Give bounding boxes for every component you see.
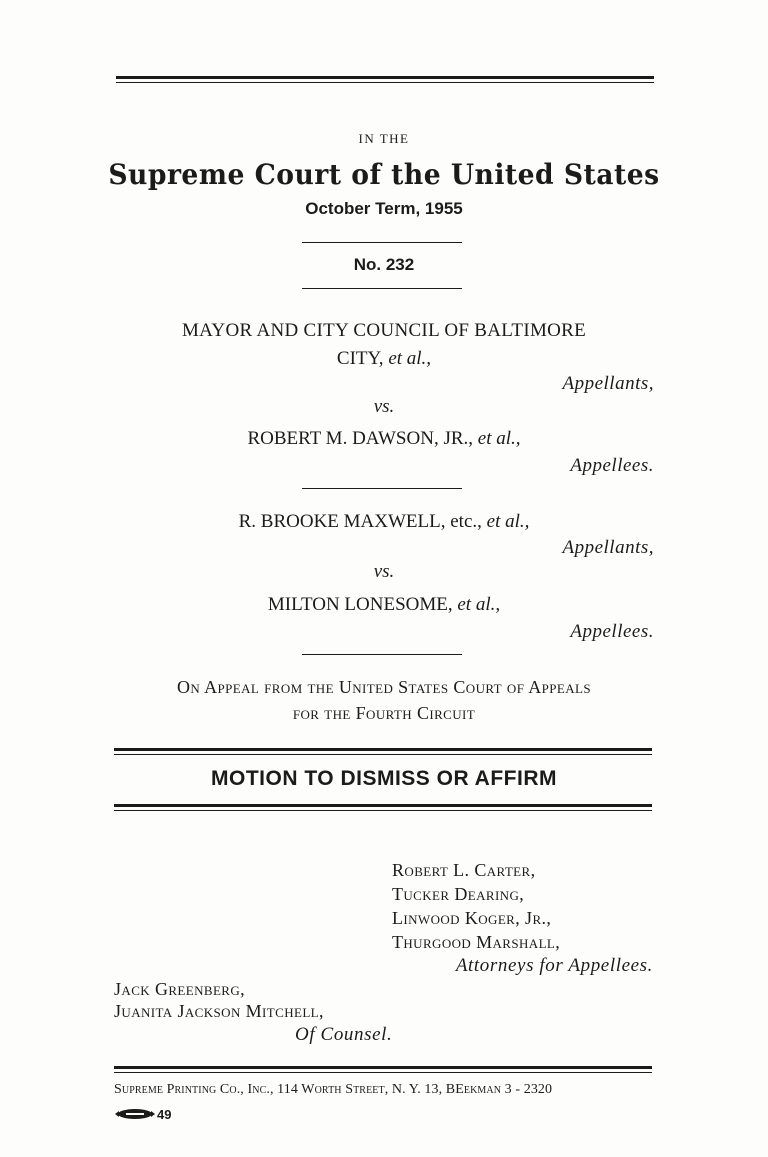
case-two-et-al-a: et al., xyxy=(486,511,530,532)
case-one-party-b: ROBERT M. DAWSON, JR., xyxy=(247,428,474,449)
attorneys-role: Attorneys for Appellees. xyxy=(455,955,653,976)
term: October Term, 1955 xyxy=(305,199,463,218)
title-top-double-rule xyxy=(114,748,652,755)
document-title: MOTION TO DISMISS OR AFFIRM xyxy=(211,767,557,790)
case-two-role-a: Appellants, xyxy=(562,537,654,558)
attorney-name-2: Tucker Dearing, xyxy=(392,884,525,904)
union-number: 49 xyxy=(157,1106,172,1122)
case-one-party-a-line1: MAYOR AND CITY COUNCIL OF BALTIMORE xyxy=(181,320,587,341)
appeal-line2: for the Fourth Circuit xyxy=(292,703,476,723)
appeal-line1: On Appeal from the United States Court of Appeals xyxy=(177,677,591,697)
case-two-vs: vs. xyxy=(373,561,395,582)
top-double-rule xyxy=(116,76,654,83)
printer-line: Supreme Printing Co., Inc., 114 Worth Street, N. Y. 13, BEekman 3 - 2320 xyxy=(114,1082,553,1097)
case-one-role-b: Appellees. xyxy=(570,455,654,476)
case-two-party-a: R. BROOKE MAXWELL, etc., xyxy=(238,511,482,532)
case-number: No. 232 xyxy=(353,255,415,274)
union-bug-icon xyxy=(114,1108,156,1120)
footer-double-rule xyxy=(114,1066,652,1073)
case-one-party-b-line xyxy=(0,428,768,450)
attorney-name-1: Robert L. Carter, xyxy=(392,860,536,880)
court-name: Supreme Court of the United States xyxy=(108,158,660,191)
case-one-party-a-line2 xyxy=(0,348,768,370)
attorney-name-3: Linwood Koger, Jr., xyxy=(392,908,552,928)
case-one-party-a-city: CITY, xyxy=(336,348,384,369)
rule-between-cases xyxy=(302,488,462,489)
case-one-et-al-a: et al., xyxy=(388,348,432,369)
counsel-name-1: Jack Greenberg, xyxy=(114,979,246,999)
union-label xyxy=(114,1106,171,1122)
case-two-party-b-line xyxy=(0,594,768,616)
rule-under-term xyxy=(302,242,462,243)
case-two-party-a-line xyxy=(0,511,768,533)
title-bottom-double-rule xyxy=(114,804,652,811)
case-one-et-al-b: et al., xyxy=(477,428,521,449)
attorney-name-4: Thurgood Marshall, xyxy=(392,932,561,952)
in-the-label: IN THE xyxy=(358,131,410,146)
case-one-vs: vs. xyxy=(373,396,395,417)
rule-under-case-number xyxy=(302,288,462,289)
counsel-role: Of Counsel. xyxy=(295,1024,393,1045)
case-two-role-b: Appellees. xyxy=(570,621,654,642)
counsel-name-2: Juanita Jackson Mitchell, xyxy=(114,1001,324,1021)
case-two-et-al-b: et al., xyxy=(457,594,501,615)
rule-above-appeal xyxy=(302,654,462,655)
case-two-party-b: MILTON LONESOME, xyxy=(267,594,453,615)
case-one-role-a: Appellants, xyxy=(562,373,654,394)
